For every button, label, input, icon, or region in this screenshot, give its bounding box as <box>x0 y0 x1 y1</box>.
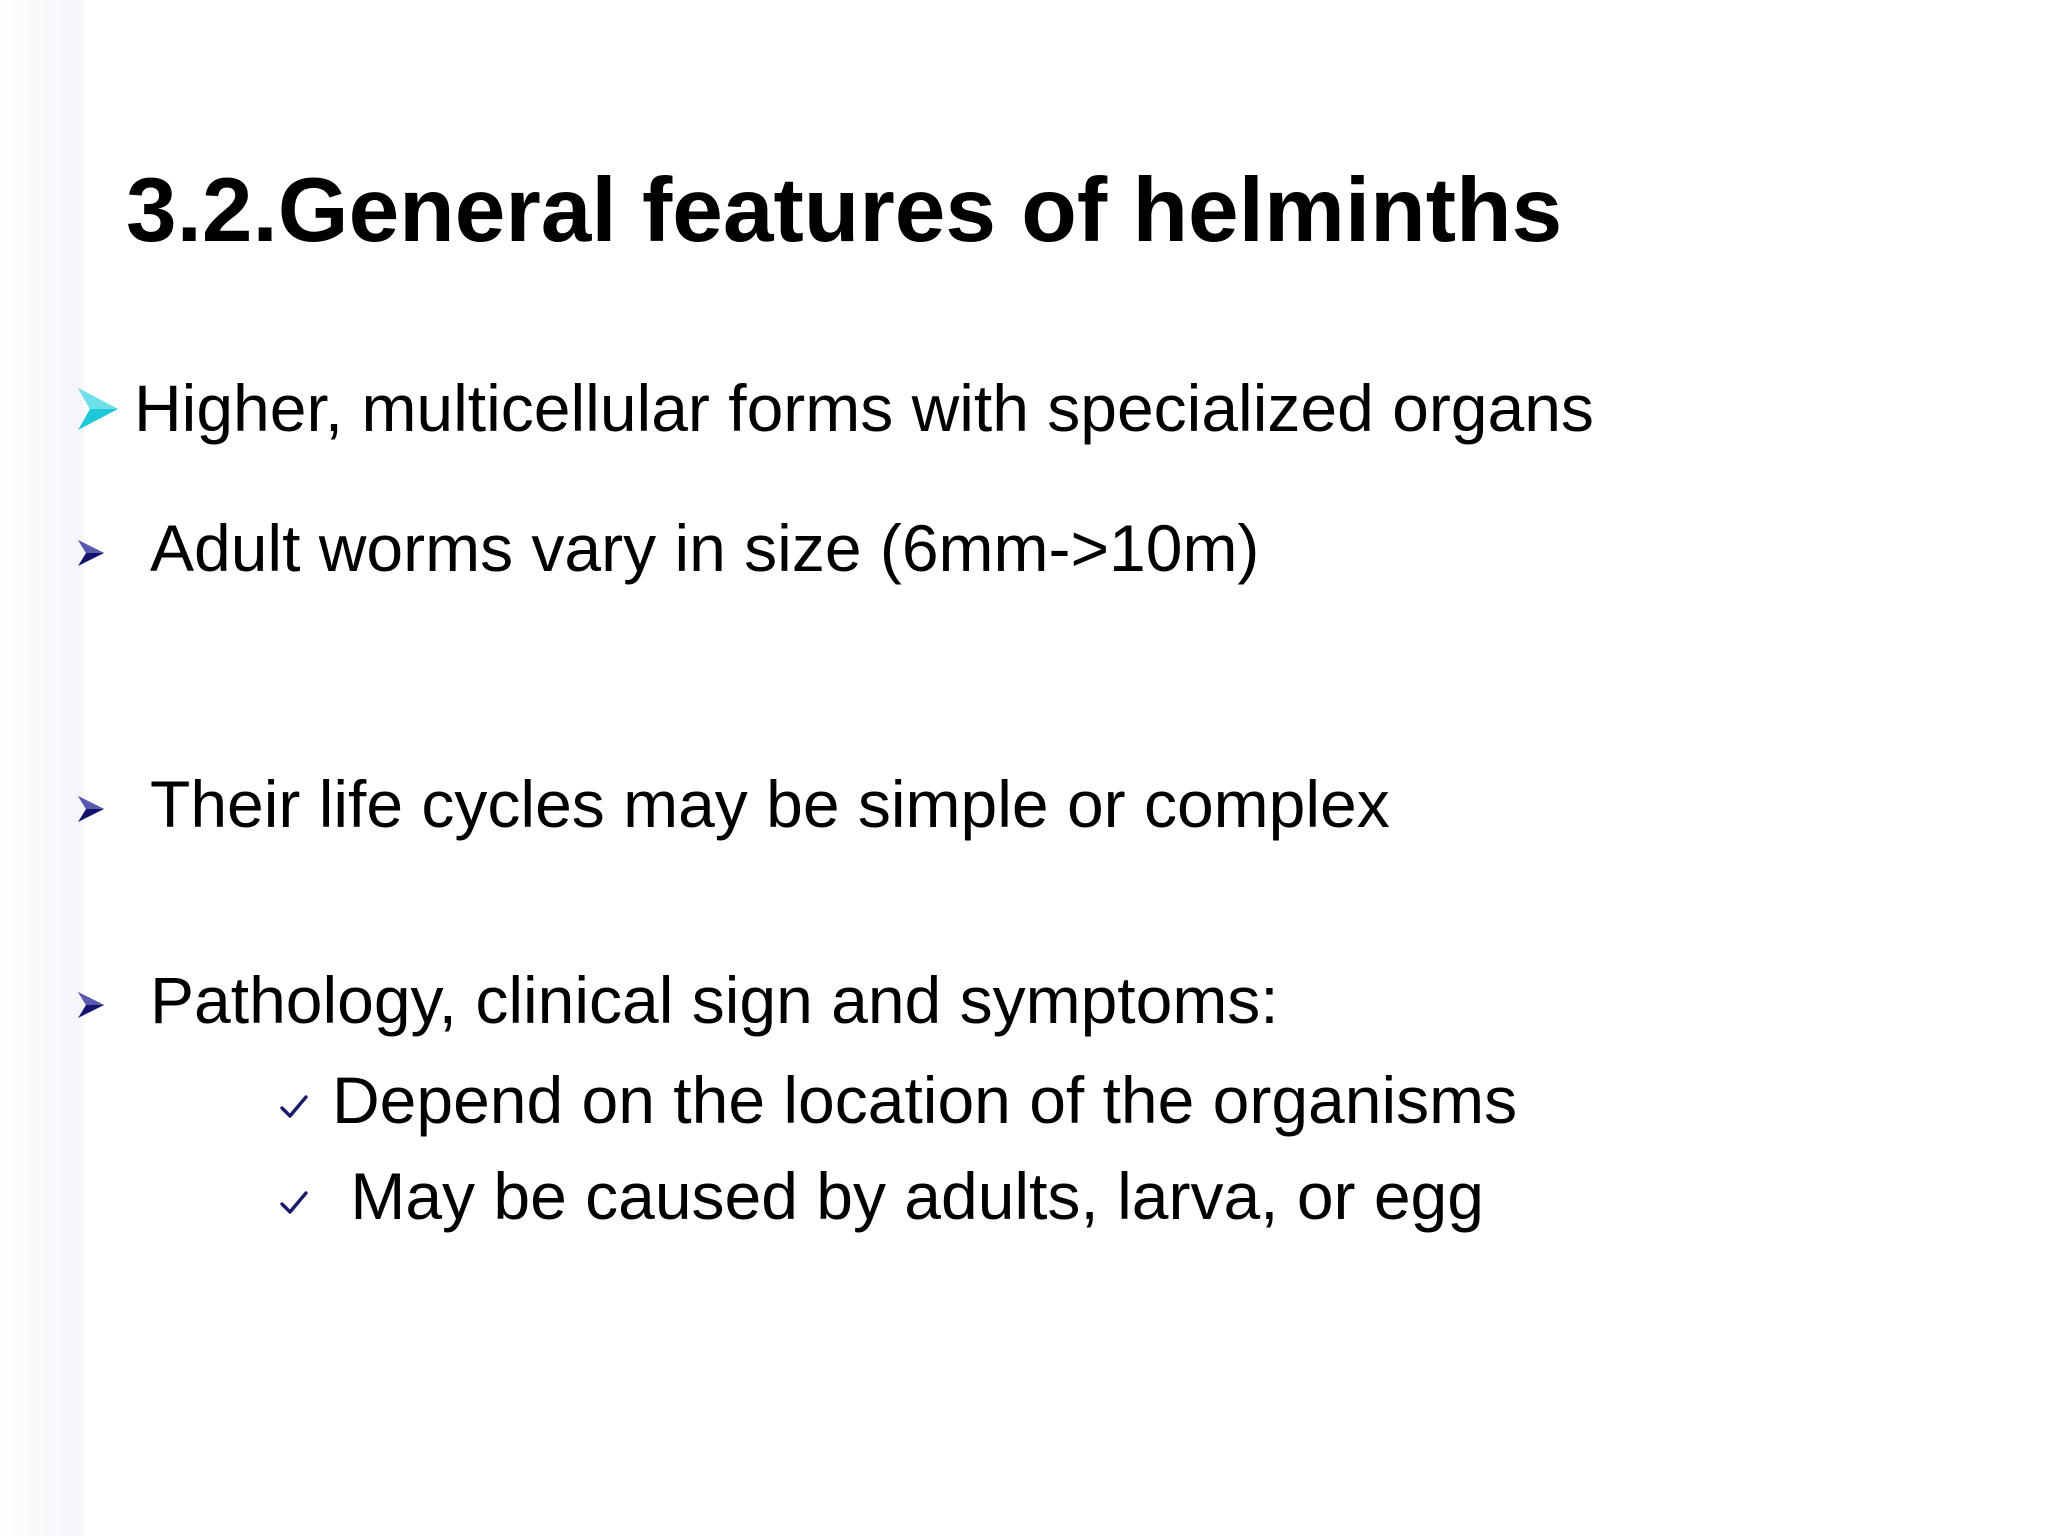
bullet-item <box>76 368 1776 448</box>
arrow-bullet-icon <box>76 794 106 824</box>
sub-bullet-text: Depend on the location of the organisms <box>332 1063 1518 1137</box>
side-shading <box>0 0 84 1536</box>
sub-bullet-text: May be caused by adults, larva, or egg <box>332 1159 1484 1233</box>
bullet-item <box>76 508 1776 588</box>
bullet-item <box>76 960 1776 1040</box>
sub-bullet-item <box>280 1156 1780 1236</box>
checkmark-icon <box>280 1094 308 1120</box>
checkmark-icon <box>280 1190 308 1216</box>
arrow-bullet-icon <box>76 386 120 432</box>
bullet-text: Their life cycles may be simple or complex <box>150 767 1390 841</box>
slide-title: 3.2.General features of helminths <box>126 160 1563 261</box>
bullet-text: Adult worms vary in size (6mm->10m) <box>150 511 1260 585</box>
bullet-item <box>76 764 1776 844</box>
arrow-bullet-icon <box>76 990 106 1020</box>
sub-bullet-item <box>280 1060 1780 1140</box>
bullet-text: Pathology, clinical sign and symptoms: <box>150 963 1279 1037</box>
bullet-text: Higher, multicellular forms with specialized organs <box>134 371 1594 445</box>
arrow-bullet-icon <box>76 538 106 568</box>
